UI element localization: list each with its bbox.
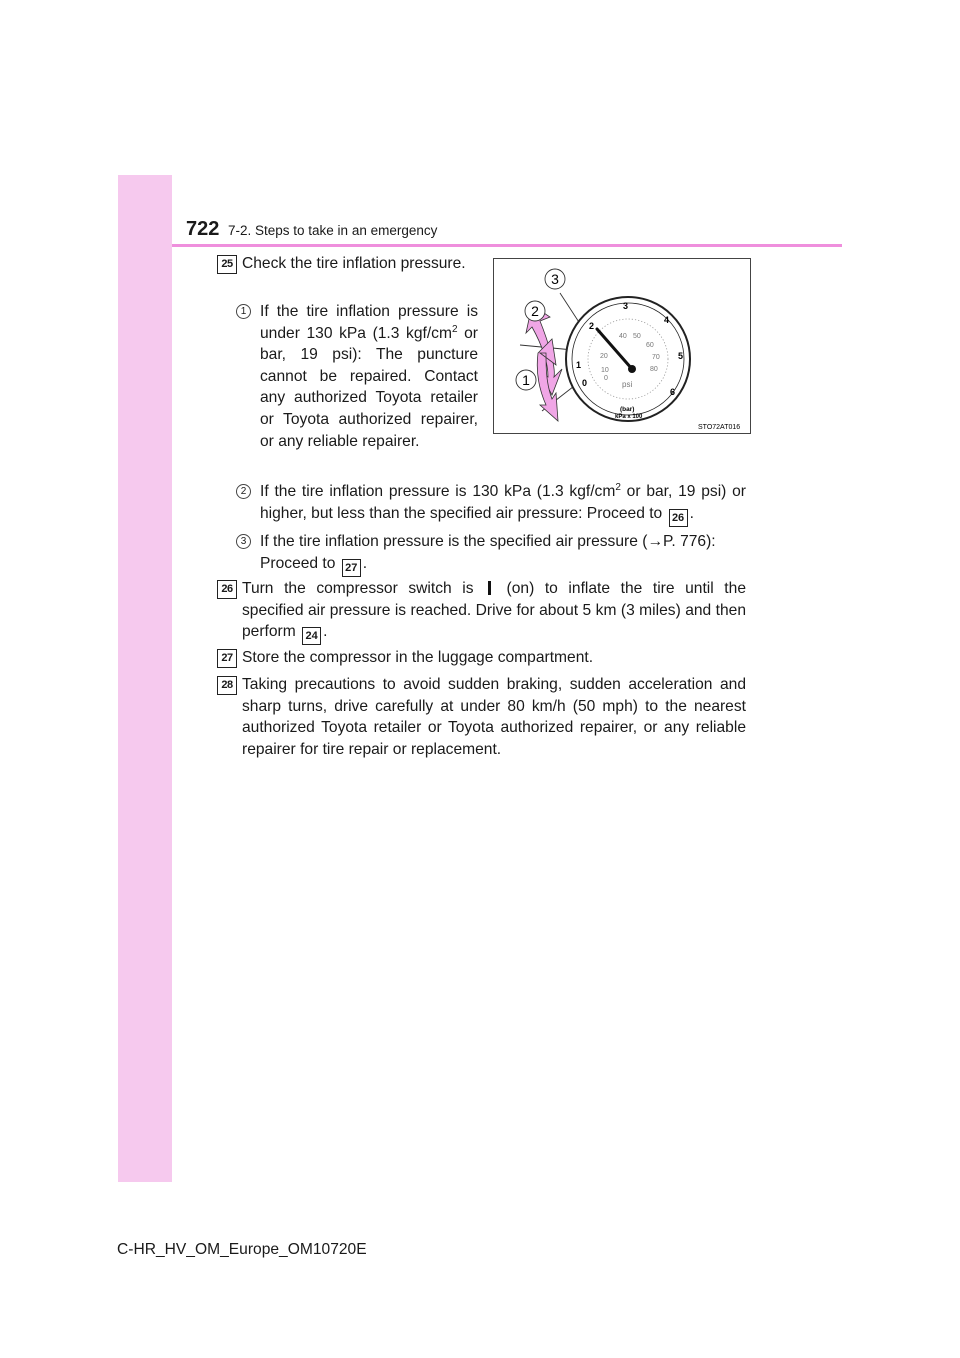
- gauge-tick-5: 5: [678, 351, 684, 361]
- gauge-tick-1: 1: [576, 360, 582, 370]
- step-27-text: Store the compressor in the luggage compartment.: [242, 649, 594, 666]
- gauge-tick-6: 6: [670, 387, 676, 397]
- gauge-psi-70: 70: [652, 354, 660, 361]
- pressure-gauge-illustration: [494, 259, 750, 433]
- gauge-tick-4: 4: [664, 315, 670, 325]
- side-tab: [118, 175, 172, 1182]
- gauge-tick-2: 2: [589, 321, 595, 331]
- power-on-symbol-icon: [488, 581, 491, 595]
- callout-2: 2: [531, 303, 539, 319]
- gauge-psi-60: 60: [646, 342, 654, 349]
- gauge-psi-0: 0: [604, 375, 608, 382]
- step-ref-24: 24: [302, 627, 321, 645]
- step-25-case-2: If the tire inflation pressure is 130 kPa (1.3 kgf/$cm^2$ or bar, 19 psi) or higher, but less than the specified air pressure: Proceed to 26 .: [260, 481, 746, 527]
- figure-code: STO72AT016: [698, 424, 741, 431]
- gauge-tick-3: 3: [623, 301, 629, 311]
- page-number: 722: [186, 218, 220, 240]
- step-26-text: Turn the compressor switch is (on) to inflate the tire until the specified air pressure is reached. Drive for about 5 km (3 miles) and then perform 24 .: [242, 578, 746, 645]
- step-number-26: 26: [217, 580, 237, 599]
- step-number-25: 25: [217, 255, 237, 274]
- gauge-tick-0: 0: [582, 378, 588, 388]
- step-number-28: 28: [217, 676, 237, 695]
- step-ref-27: 27: [342, 559, 361, 577]
- section-title: 7-2. Steps to take in an emergency: [228, 223, 438, 238]
- gauge-psi-80: 80: [650, 366, 658, 373]
- step-25-intro: Check the tire inflation pressure.: [242, 255, 466, 272]
- step-ref-26: 26: [669, 509, 688, 527]
- callout-1: 1: [522, 372, 530, 388]
- circle-badge-2: 2: [236, 484, 251, 499]
- pressure-gauge-figure: [493, 258, 751, 434]
- gauge-psi-10: 10: [601, 367, 609, 374]
- circle-badge-3: 3: [236, 534, 251, 549]
- gauge-unit-kpa: kPa x 100: [615, 414, 643, 420]
- footer-doc-id: C-HR_HV_OM_Europe_OM10720E: [117, 1241, 367, 1258]
- callout-3: 3: [551, 271, 559, 287]
- step-25-case-3: If the tire inflation pressure is the specified air pressure (→P. 776): Proceed to 27 .: [260, 531, 746, 577]
- gauge-unit-bar: (bar): [620, 406, 635, 413]
- arrow-right-icon: →: [647, 533, 664, 550]
- step-28-text: Taking precautions to avoid sudden braking, sudden acceleration and sharp turns, drive carefully at under 80 km/h (50 mph) to the nearest authorized Toyota retailer or Toyota authorized repairer, or any reliable repairer for tire repair or replacement.: [242, 676, 746, 758]
- circle-badge-1: 1: [236, 304, 251, 319]
- step-25-case-1: If the tire inflation pressure is under 130 kPa (1.3 kgf/$cm^2$ or bar, 19 psi): The puncture cannot be repaired. Contact any authorized Toyota retailer or Toyota authorized repairer, or any reliable repairer.: [260, 303, 478, 450]
- gauge-unit-psi: psi: [622, 380, 633, 389]
- step-number-27: 27: [217, 649, 237, 668]
- gauge-psi-40: 40: [619, 333, 627, 340]
- header-rule: [172, 244, 842, 247]
- gauge-psi-20: 20: [600, 353, 608, 360]
- gauge-psi-50: 50: [633, 333, 641, 340]
